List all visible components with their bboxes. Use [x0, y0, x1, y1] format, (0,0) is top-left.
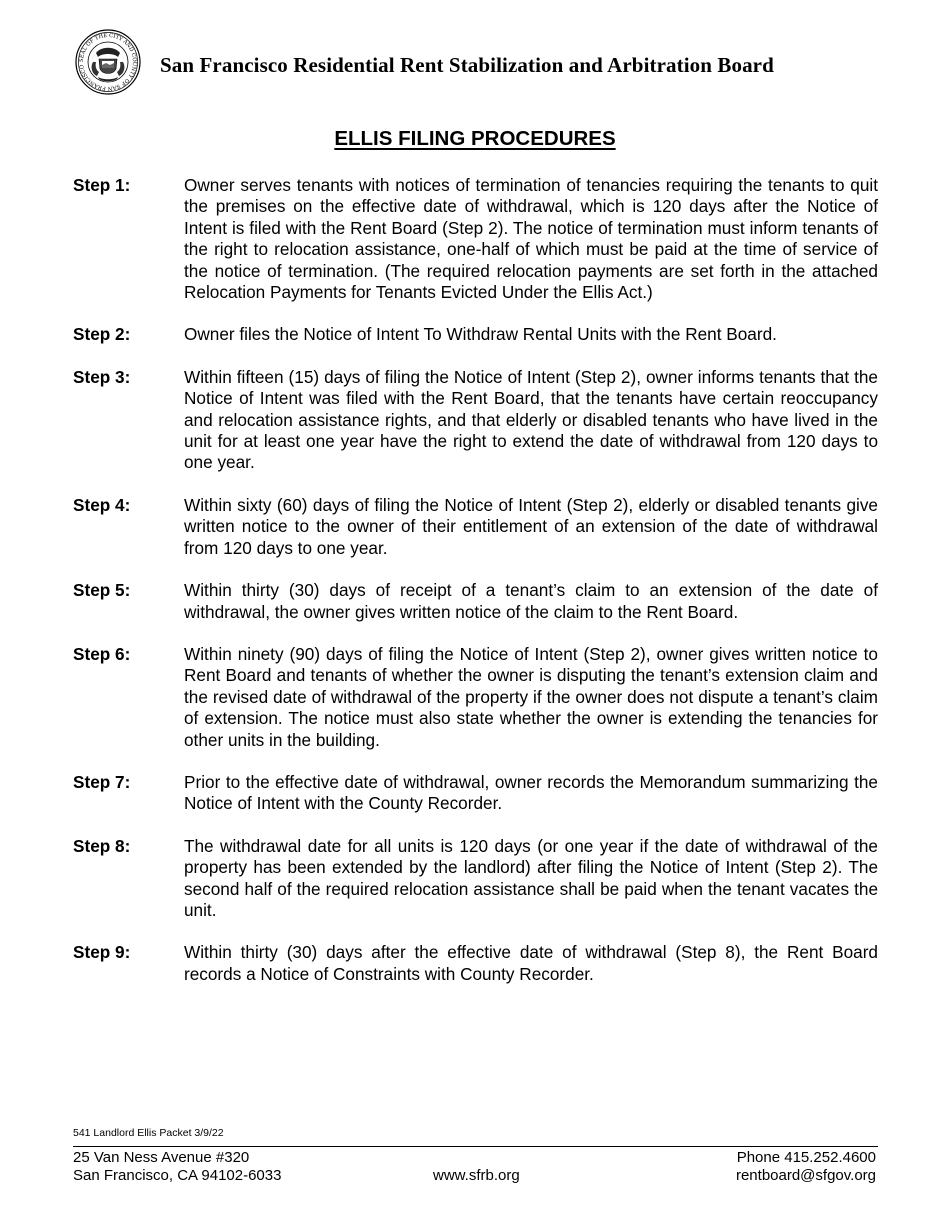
organization-name: San Francisco Residential Rent Stabilization and Arbitration Board: [160, 53, 774, 77]
footer-address: [73, 1149, 281, 1185]
svg-text:SEAL OF THE CITY AND COUNTY OF: SEAL OF THE CITY AND COUNTY OF SAN FRANCISCO: [78, 32, 138, 92]
step-3: [73, 367, 878, 474]
step-label: Step 6:: [73, 643, 131, 664]
step-8: [73, 836, 878, 922]
address-line-1: 25 Van Ness Avenue #320: [73, 1149, 250, 1166]
footer-website[interactable]: www.sfrb.org: [433, 1167, 520, 1184]
step-label: Step 2:: [73, 324, 131, 345]
letterhead: [75, 29, 875, 99]
step-text: Owner serves tenants with notices of termination of tenancies requiring the tenants to quit the premises on the effective date of withdrawal, which is 120 days after the Notice of Intent is filed with the Rent Board (Step 2). The notice of termination must inform tenants of the right to relocation assistance, one-half of which must be paid at the time of service of the notice of termination. (The required relocation payments are set forth in the attached Relocation Payments for Tenants Evicted Under the Ellis Act.): [184, 175, 878, 303]
step-label: Step 1:: [73, 175, 131, 195]
step-label: Step 3:: [73, 366, 131, 387]
steps-list: [73, 175, 878, 1006]
step-text: Within fifteen (15) days of filing the Notice of Intent (Step 2), owner informs tenants that the Notice of Intent was filed with the Rent Board, that the tenants have certain reoccupancy and relocation assistance rights, and that elderly or disabled tenants who have lived in the unit for at least one year have the right to extend the date of withdrawal from 120 days to one year.: [184, 366, 878, 473]
step-text: Within ninety (90) days of filing the Notice of Intent (Step 2), owner gives written notice to Rent Board and tenants of whether the owner is disputing the tenant’s extension claim and the revised date of withdrawal of the property if the owner does not dispute a tenant’s claim of extension. The notice must also state whether the owner is extending the tenancies for other units in the building.: [184, 643, 878, 750]
phone-number: Phone 415.252.4600: [736, 1149, 876, 1166]
step-label: Step 5:: [73, 580, 131, 601]
step-label: Step 8:: [73, 835, 131, 856]
step-label: Step 7:: [73, 771, 131, 792]
step-5: [73, 580, 878, 623]
step-4: [73, 495, 878, 559]
footer-divider: [73, 1146, 878, 1147]
step-text: Prior to the effective date of withdrawal, owner records the Memorandum summarizing the Notice of Intent with the County Recorder.: [184, 771, 878, 814]
step-text: The withdrawal date for all units is 120 days (or one year if the date of withdrawal of the property has been extended by the landlord) after filing the Notice of Intent (Step 2). The second half of the required relocation assistance shall be paid when the tenant vacates the unit.: [184, 835, 878, 920]
step-9: [73, 942, 878, 985]
step-text: Within thirty (30) days after the effective date of withdrawal (Step 8), the Rent Board records a Notice of Constraints with County Recorder.: [184, 942, 878, 984]
step-label: Step 9:: [73, 942, 131, 963]
city-seal-logo: [75, 29, 141, 95]
step-text: Within thirty (30) days of receipt of a tenant’s claim to an extension of the date of withdrawal, the owner gives written notice of the claim to the Rent Board.: [184, 580, 878, 622]
footer-contact: [736, 1149, 876, 1185]
step-1: [73, 175, 878, 303]
step-label: Step 4:: [73, 494, 131, 515]
step-text: Owner files the Notice of Intent To Withdraw Rental Units with the Rent Board.: [184, 324, 777, 345]
step-text: Within sixty (60) days of filing the Notice of Intent (Step 2), elderly or disabled tenants give written notice to the owner of their entitlement of an extension of the date of withdrawal from 120 days to one year.: [184, 494, 878, 558]
form-code: 541 Landlord Ellis Packet 3/9/22: [73, 1127, 224, 1139]
step-6: [73, 644, 878, 751]
step-7: [73, 772, 878, 815]
document-title: ELLIS FILING PROCEDURES: [334, 127, 616, 150]
address-line-2: San Francisco, CA 94102-6033: [73, 1167, 282, 1184]
email-address[interactable]: rentboard@sfgov.org: [735, 1167, 876, 1184]
step-2: [73, 324, 878, 345]
